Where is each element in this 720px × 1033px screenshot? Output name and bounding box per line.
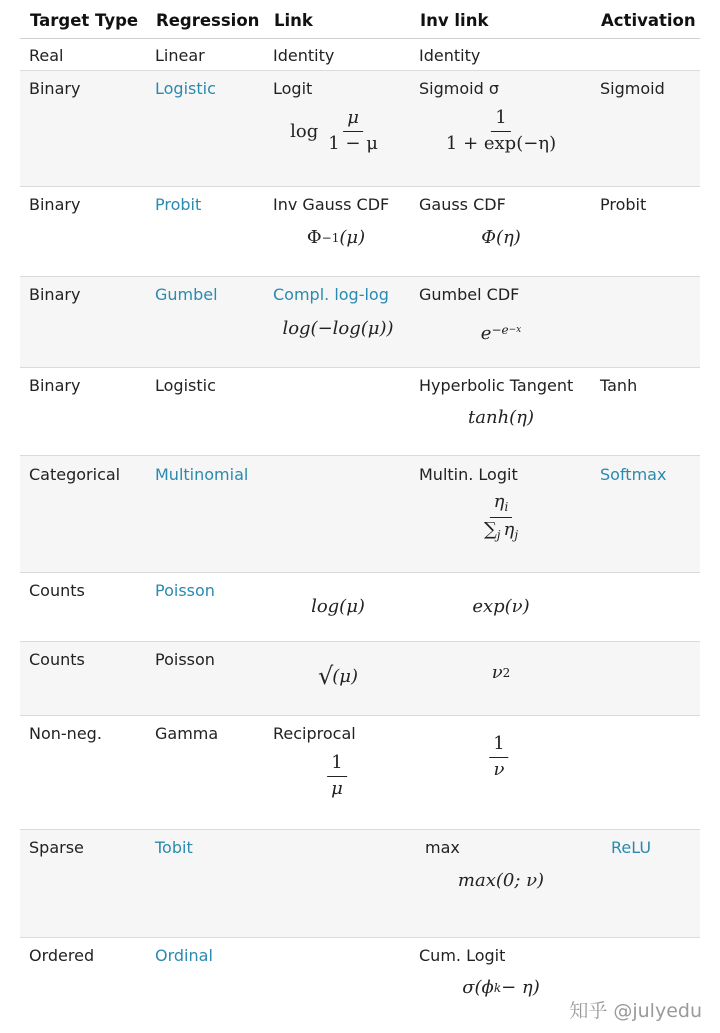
table-row — [20, 368, 700, 456]
cell-target: Counts — [29, 581, 85, 600]
header-inv-link: Inv link — [420, 11, 489, 30]
table-row — [20, 573, 700, 642]
cell-regression: Logistic — [155, 376, 216, 395]
cell-target: Binary — [29, 79, 81, 98]
cell-target: Real — [29, 46, 64, 65]
cell-link: Reciprocal — [273, 724, 356, 743]
formula-sqrt: √ (μ) — [317, 662, 359, 690]
link-softmax[interactable]: Softmax — [600, 465, 667, 484]
table-row — [20, 277, 700, 368]
link-multinomial[interactable]: Multinomial — [155, 465, 249, 484]
link-gumbel[interactable]: Gumbel — [155, 285, 218, 304]
formula-max: max(0; ν) — [457, 870, 545, 891]
link-compl-log-log[interactable]: Compl. log-log — [273, 285, 389, 304]
watermark: 知乎 @julyedu — [569, 1000, 702, 1022]
cell-link: Identity — [273, 46, 335, 65]
formula-inv-gauss: Φ −1 (μ) — [306, 227, 366, 248]
cell-link: Logit — [273, 79, 313, 98]
cell-activation: Sigmoid — [600, 79, 665, 98]
table-row — [20, 716, 700, 830]
formula-exp: exp(ν) — [472, 596, 530, 617]
cell-inv-link: Gumbel CDF — [419, 285, 520, 304]
cell-activation: Tanh — [600, 376, 638, 395]
cell-inv-link: Sigmoid σ — [419, 79, 499, 98]
formula-cum-logit: σ(ϕ k − η) — [462, 977, 540, 998]
link-relu[interactable]: ReLU — [611, 838, 652, 857]
table-row — [20, 39, 700, 71]
cell-activation: Probit — [600, 195, 647, 214]
formula-log: log(μ) — [311, 596, 365, 617]
link-logistic[interactable]: Logistic — [155, 79, 216, 98]
cell-target: Ordered — [29, 946, 95, 965]
formula-sigmoid: $\frac{1}{1 + \exp(-\eta)}$ — [445, 107, 557, 154]
cell-inv-link: max — [425, 838, 460, 857]
link-probit[interactable]: Probit — [155, 195, 202, 214]
formula-tanh: tanh(η) — [468, 407, 534, 428]
cell-target: Binary — [29, 285, 81, 304]
cell-regression: Gamma — [155, 724, 219, 743]
formula-softmax: $\frac{\eta_i}{\sum_j \eta_j}$ — [483, 491, 519, 542]
header-link: Link — [274, 11, 313, 30]
link-tobit[interactable]: Tobit — [155, 838, 193, 857]
formula-gauss-cdf: Φ(η) — [481, 227, 521, 248]
cell-target: Non-neg. — [29, 724, 102, 743]
table-header — [20, 0, 700, 39]
formula-square: ν 2 — [491, 662, 511, 683]
cell-inv-link: Cum. Logit — [419, 946, 506, 965]
cell-inv-link: Gauss CDF — [419, 195, 506, 214]
table-row — [20, 71, 700, 187]
cell-target: Binary — [29, 195, 81, 214]
header-target-type: Target Type — [30, 11, 139, 30]
cell-target: Counts — [29, 650, 85, 669]
formula-logit: log $\frac{\mu}{1 - \mu}$ — [290, 107, 378, 154]
cell-link: Inv Gauss CDF — [273, 195, 390, 214]
table-row — [20, 642, 700, 716]
cell-regression: Linear — [155, 46, 205, 65]
formula-reciprocal-nu: $\frac{1}{\nu}$ — [489, 734, 508, 780]
table-row — [20, 456, 700, 573]
cell-target: Sparse — [29, 838, 84, 857]
table-row — [20, 187, 700, 277]
table-row — [20, 830, 700, 938]
formula-gumbel-cdf: e $^{-e}$ −x — [480, 322, 522, 344]
cell-target: Binary — [29, 376, 81, 395]
cell-inv-link: Identity — [419, 46, 481, 65]
link-ordinal[interactable]: Ordinal — [155, 946, 213, 965]
glm-table — [20, 0, 700, 1024]
cell-regression: Poisson — [155, 650, 215, 669]
cell-target: Categorical — [29, 465, 121, 484]
formula-reciprocal-mu: $\frac{1}{\mu}$ — [327, 753, 347, 799]
cell-inv-link: Hyperbolic Tangent — [419, 376, 574, 395]
link-poisson[interactable]: Poisson — [155, 581, 215, 600]
formula-cloglog: log(−log(μ)) — [282, 318, 394, 339]
header-activation: Activation — [601, 11, 696, 30]
cell-inv-link: Multin. Logit — [419, 465, 518, 484]
header-regression: Regression — [156, 11, 260, 30]
